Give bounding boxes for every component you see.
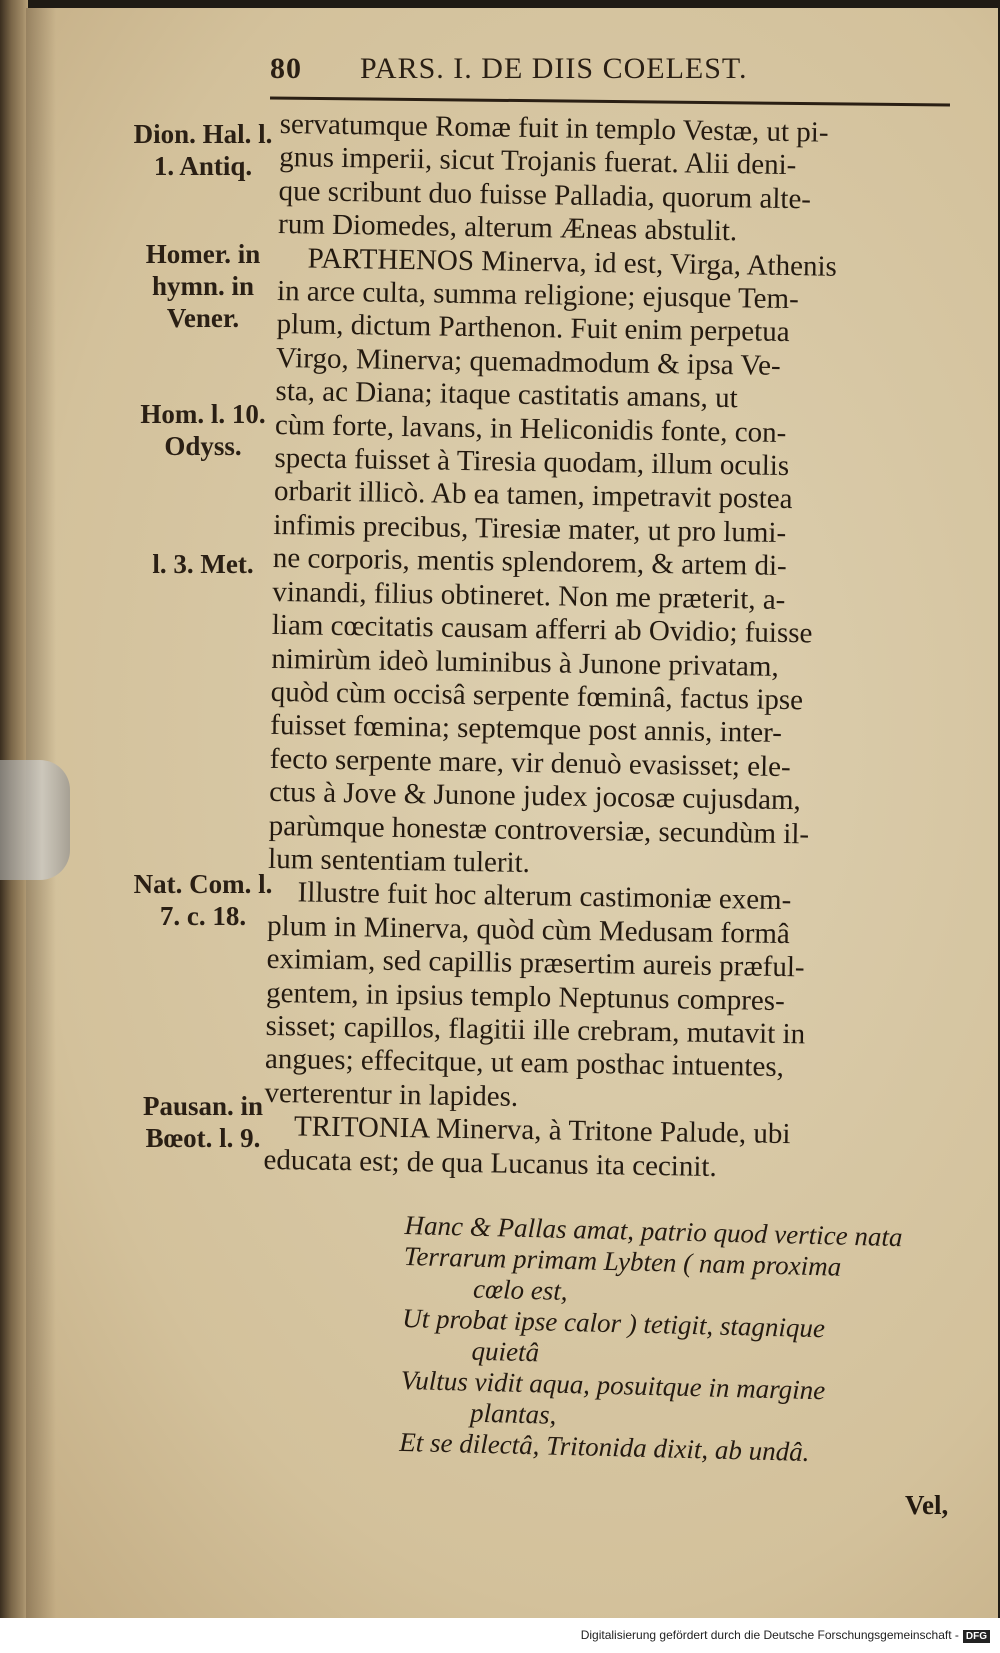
body-text (263, 108, 940, 1187)
margin-note: l. 3. Met. (152, 549, 254, 579)
text-line: plum in Minerva, quòd cùm Medusam formâ (266, 909, 791, 950)
text-line: specta fuisset à Tiresia quodam, illum oculis (274, 442, 790, 483)
text-line: plum, dictum Parthenon. Fuit enim perpetua (276, 308, 790, 349)
verse-line: cœlo est, (472, 1273, 568, 1306)
credit-text: Digitalisierung gefördert durch die Deutsche Forschungsgemeinschaft - (580, 1628, 959, 1642)
verse-line: plantas, (469, 1397, 557, 1430)
text-line: gentem, in ipsius templo Neptunus compres- (265, 976, 785, 1017)
text-line: gnus imperii, sicut Trojanis fuerat. Alii deni- (278, 141, 797, 182)
text-line: lum sententiam tulerit. (267, 842, 531, 879)
text-line: quòd cùm occisâ serpente fœminâ, factus ipse (270, 675, 804, 717)
margin-note: Pausan. in Bœot. l. 9. (142, 1091, 264, 1153)
text-line: sta, ac Diana; itaque castitatis amans, ut (275, 375, 738, 415)
text-line: Illustre fuit hoc alterum castimoniæ exem- (297, 876, 792, 917)
text-line: ne corporis, mentis splendorem, & artem di- (272, 542, 787, 583)
verse-line: Hanc & Pallas amat, patrio quod vertice nata (404, 1210, 903, 1253)
margin-note: Dion. Hal. l. 1. Antiq. (133, 119, 273, 181)
text-line: ctus à Jove & Junone judex jocosæ cujusdam, (269, 776, 802, 817)
text-line: sisset; capillos, flagitii ille crebram, mutavit in (265, 1009, 806, 1051)
verse-quotation (399, 1210, 965, 1472)
text-line: parùmque honestæ controversiæ, secundùm il- (268, 809, 810, 850)
margin-note: Homer. in hymn. in Vener. (145, 239, 261, 333)
verse-line: Ut probat ipse calor ) tetigit, stagnique (401, 1302, 826, 1344)
text-line: servatumque Romæ fuit in templo Vestæ, ut pi- (279, 108, 829, 149)
text-line: cùm forte, lavans, in Heliconidis fonte, con- (274, 408, 787, 449)
dfg-logo: DFG (963, 1630, 990, 1643)
text-line: verterentur in lapides. (264, 1076, 519, 1113)
page-clip (0, 760, 70, 880)
text-line: angues; effecitque, ut eam posthac intuentes, (264, 1043, 785, 1084)
text-line: in arce culta, summa religione; ejusque Tem- (276, 275, 799, 316)
page-number: 80 (270, 52, 302, 85)
verse-line: Et se dilectâ, Tritonida dixit, ab undâ. (398, 1426, 810, 1467)
margin-note: Nat. Com. l. 7. c. 18. (133, 869, 273, 931)
catchword: Vel, (905, 1490, 949, 1520)
text-line: fecto serpente mare, vir denuò evasisset; ele- (269, 742, 791, 783)
text-line: liam cœcitatis causam afferri ab Ovidio; fuisse (271, 609, 813, 650)
text-line: orbarit illicò. Ab ea tamen, impetravit postea (273, 475, 793, 516)
verse-line: quietâ (471, 1335, 540, 1368)
verse-line: Terrarum primam Lybten ( nam proxima (403, 1240, 842, 1282)
verse-line: Vultus vidit aqua, posuitque in margine (400, 1364, 826, 1406)
text-line: vinandi, filius obtineret. Non me præterit, a- (272, 575, 786, 616)
margin-note: Hom. l. 10. Odyss. (140, 399, 266, 461)
text-line: educata est; de qua Lucanus ita cecinit. (263, 1143, 718, 1183)
text-line: TRITONIA Minerva, à Tritone Palude, ubi (293, 1110, 791, 1151)
text-line: nimirùm ideò luminibus à Junone privatam, (271, 642, 779, 683)
running-header (270, 52, 930, 86)
text-line: infimis precibus, Tiresiæ mater, ut pro lumi- (273, 508, 787, 549)
digitization-credit (581, 1628, 990, 1643)
text-line: rum Diomedes, alterum Æneas abstulit. (277, 208, 738, 248)
text-line: PARTHENOS Minerva, id est, Virga, Athenis (307, 242, 838, 283)
text-line: eximiam, sed capillis præsertim aureis præful- (266, 943, 805, 984)
text-line: Virgo, Minerva; quemadmodum & ipsa Ve- (275, 341, 781, 382)
running-title: PARS. I. DE DIIS COELEST. (360, 52, 748, 85)
text-line: que scribunt duo fuisse Palladia, quorum alte- (278, 174, 812, 216)
text-line: fuisset fœmina; septemque post annis, inter- (270, 709, 783, 750)
